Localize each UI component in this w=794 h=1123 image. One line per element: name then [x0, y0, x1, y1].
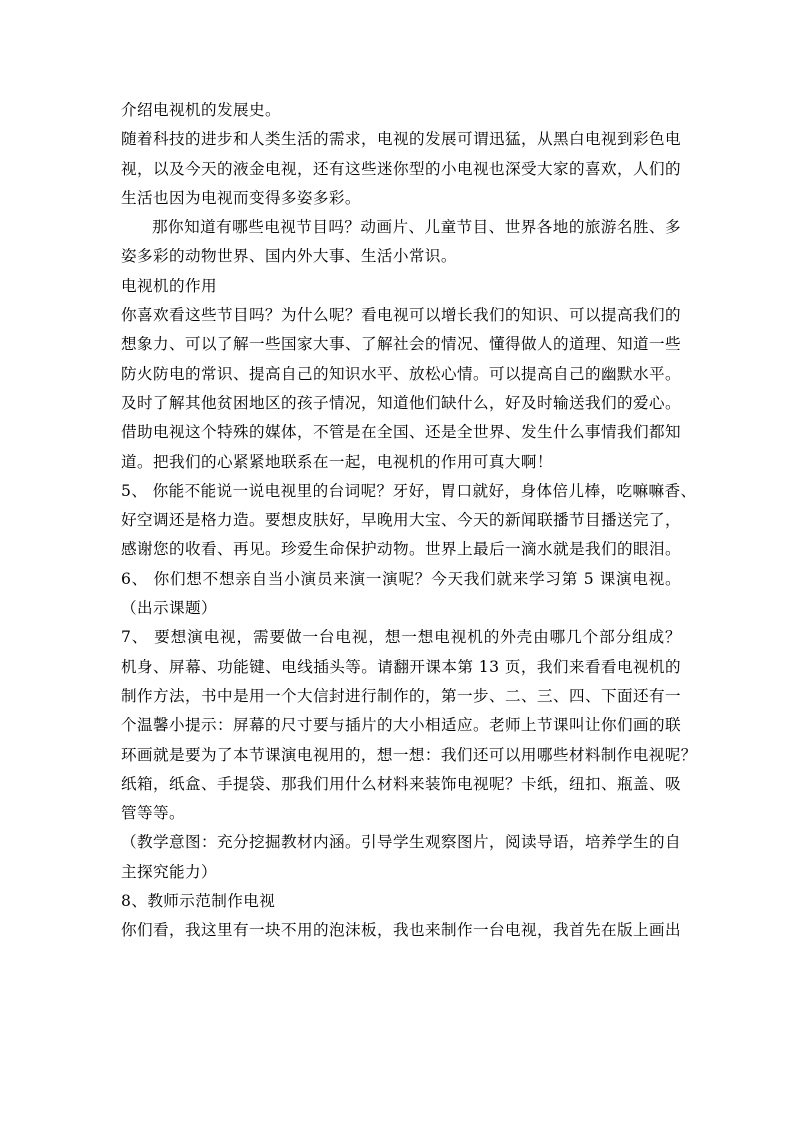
text-line: 及时了解其他贫困地区的孩子情况，知道他们缺什么，好及时输送我们的爱心。 [121, 393, 681, 412]
text-line: 管等等。 [121, 804, 185, 823]
text-line: 好空调还是格力造。要想皮肤好，早晚用大宝、今天的新闻联播节目播送完了， [121, 511, 681, 530]
text-line: 随着科技的进步和人类生活的需求，电视的发展可谓迅猛，从黑白电视到彩色电 [121, 130, 681, 149]
section-heading: 电视机的作用 [121, 276, 217, 295]
text-line: 你喜欢看这些节目吗？为什么呢？看电视可以增长我们的知识、可以提高我们的 [121, 306, 681, 325]
text-line: 想象力、可以了解一些国家大事、了解社会的情况、懂得做人的道理、知道一些 [121, 335, 681, 354]
text-line: （出示课题） [121, 599, 217, 618]
text-line: 那你知道有哪些电视节目吗？动画片、儿童节目、世界各地的旅游名胜、多 [152, 218, 681, 237]
text-line: 感谢您的收看、再见。珍爱生命保护动物。世界上最后一滴水就是我们的眼泪。 [121, 540, 681, 559]
section-heading: 8、教师示范制作电视 [121, 892, 276, 911]
text-line: 制作方法，书中是用一个大信封进行制作的，第一步、二、三、四、下面还有一 [121, 686, 681, 705]
text-line: 借助电视这个特殊的媒体，不管是在全国、还是全世界、发生什么事情我们都知 [121, 423, 681, 442]
text-line: 6、 你们想不想亲自当小演员来演一演呢？今天我们就来学习第 5 课演电视。 [121, 569, 681, 588]
text-line: 道。把我们的心紧紧地联系在一起，电视机的作用可真大啊！ [121, 452, 553, 471]
text-line: 你们看，我这里有一块不用的泡沫板，我也来制作一台电视，我首先在版上画出 [121, 921, 681, 940]
text-line: 个温馨小提示：屏幕的尺寸要与插片的大小相适应。老师上节课叫让你们画的联 [121, 716, 681, 735]
text-line: 纸箱，纸盒、手提袋、那我们用什么材料来装饰电视呢？卡纸，纽扣、瓶盖、吸 [121, 774, 681, 793]
text-line: 主探究能力） [121, 862, 217, 881]
body-text [121, 96, 697, 946]
text-line: 视，以及今天的液金电视，还有这些迷你型的小电视也深受大家的喜欢，人们的 [121, 159, 681, 178]
text-line: 姿多彩的动物世界、国内外大事、生活小常识。 [121, 247, 457, 266]
text-line: 环画就是要为了本节课演电视用的，想一想：我们还可以用哪些材料制作电视呢？ [121, 745, 697, 764]
text-line: （教学意图：充分挖掘教材内涵。引导学生观察图片，阅读导语，培养学生的自 [121, 833, 681, 852]
text-line: 防火防电的常识、提高自己的知识水平、放松心情。可以提高自己的幽默水平。 [121, 364, 681, 383]
text-line: 生活也因为电视而变得多姿多彩。 [121, 188, 361, 207]
text-line: 介绍电视机的发展史。 [121, 101, 281, 119]
text-line: 5、 你能不能说一说电视里的台词呢？牙好，胃口就好，身体倍儿棒，吃嘛嘛香、 [121, 481, 697, 500]
text-line: 机身、屏幕、功能键、电线插头等。请翻开课本第 13 页，我们来看看电视机的 [121, 657, 681, 676]
text-line: 7、 要想演电视，需要做一台电视，想一想电视机的外壳由哪几个部分组成？ [121, 628, 681, 647]
